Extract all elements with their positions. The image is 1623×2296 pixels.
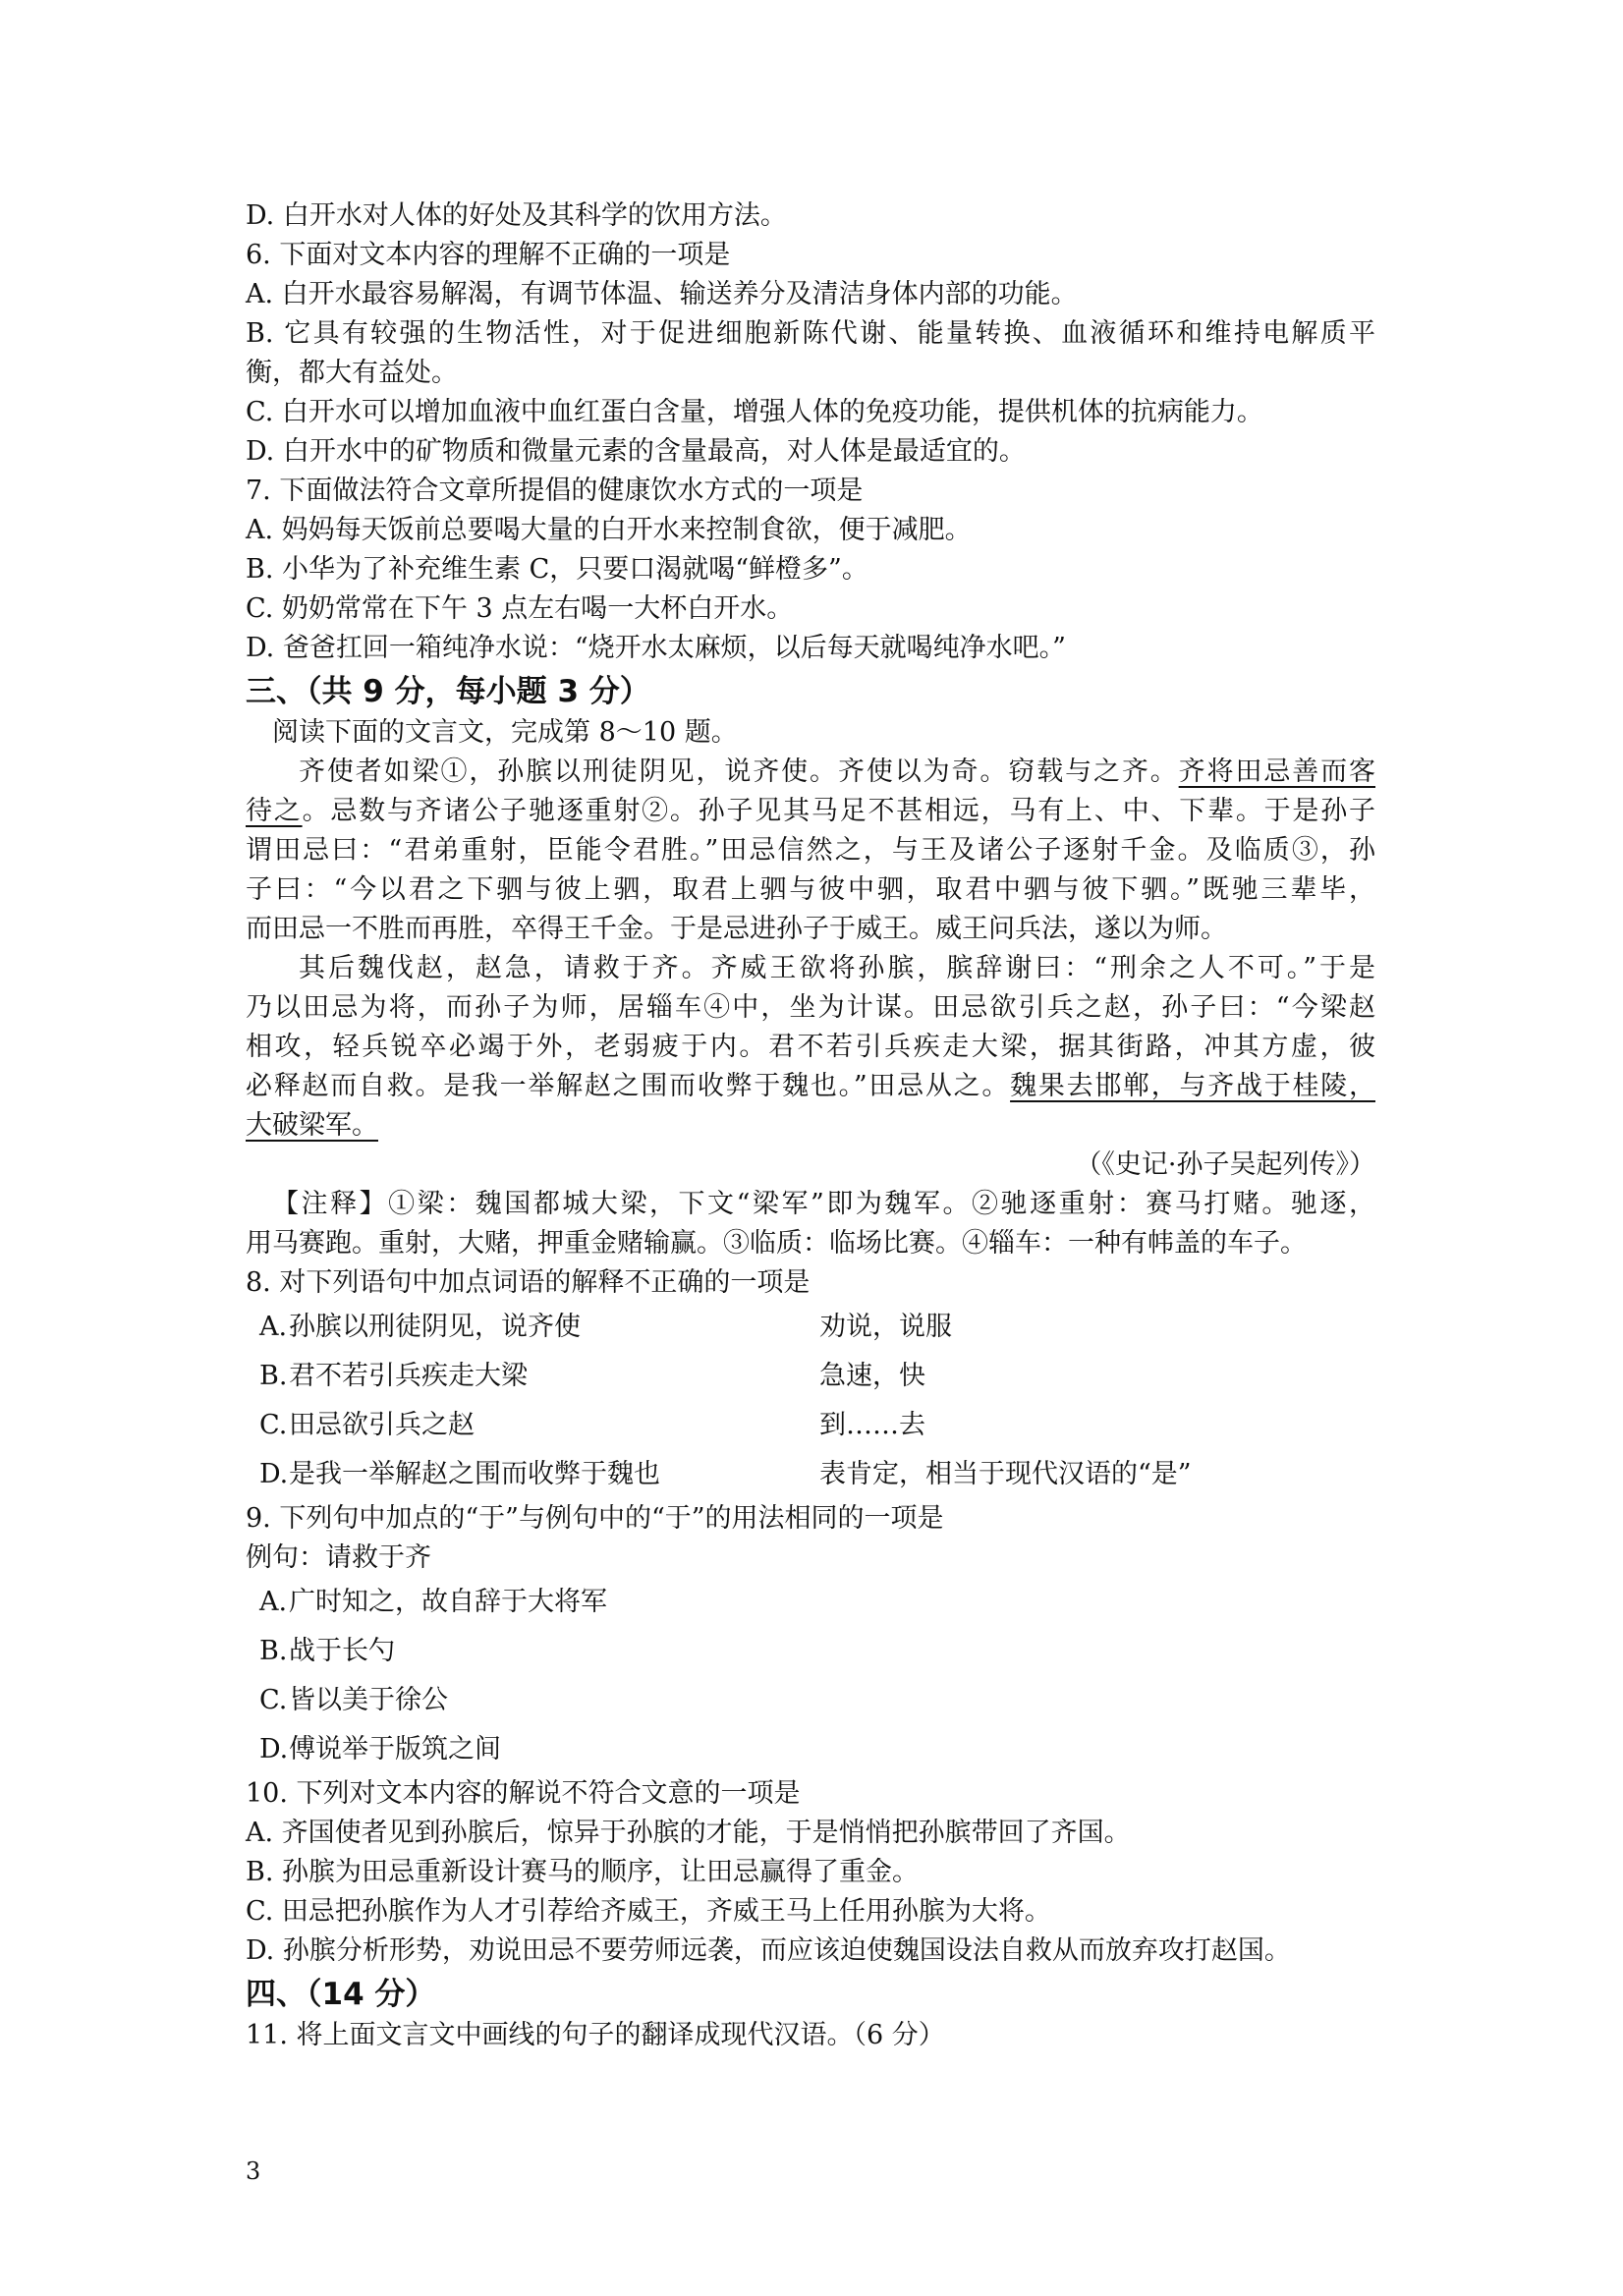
q7-option-c: C. 奶奶常常在下午 3 点左右喝一大杯白开水。: [246, 593, 794, 624]
underlined-sentence-2-end: 大破梁军。: [246, 1110, 378, 1141]
underlined-sentence-2: 魏果去邯郸，与齐战于桂陵，: [1010, 1071, 1375, 1101]
q6-option-d: D. 白开水中的矿物质和微量元素的含量最高，对人体是最适宜的。: [246, 436, 1026, 467]
q7-option-b: B. 小华为了补充维生素 C，只要口渴就喝“鲜橙多”。: [246, 554, 868, 585]
q6-option-c: C. 白开水可以增加血液中血红蛋白含量，增强人体的免疫功能，提供机体的抗病能力。: [246, 397, 1263, 427]
q10-stem: 10. 下列对文本内容的解说不符合文意的一项是: [246, 1778, 801, 1809]
q7-stem: 7. 下面做法符合文章所提倡的健康饮水方式的一项是: [246, 476, 864, 506]
q9-option-a: A. 广时知之，故自辞于大将军: [259, 1587, 607, 1617]
passage-p1-line5: 而田忌一不胜而再胜，卒得王千金。于是忌进孙子于威王。威王问兵法，遂以为师。: [246, 914, 1227, 944]
passage-p2-line3: 相攻，轻兵锐卒必竭于外，老弱疲于内。君不若引兵疾走大梁，据其街路，冲其方虚，彼: [246, 1032, 1375, 1062]
q8-option-b: B. 君不若引兵疾走大梁 急速，快: [259, 1361, 925, 1391]
passage-source: （《史记·孙子吴起列传》）: [1075, 1149, 1375, 1180]
passage-p2-line5: [246, 1106, 1375, 1146]
passage-p1-line3: 谓田忌曰：“君弟重射，臣能令君胜。”田忌信然之，与王及诸公子逐射千金。及临质③，孙: [246, 835, 1375, 866]
q8-option-d: D. 是我一举解赵之围而收弊于魏也 表肯定，相当于现代汉语的“是”: [259, 1459, 1192, 1489]
q8-option-a: A. 孙膑以刑徒阴见，说齐使 劝说，说服: [259, 1312, 952, 1342]
passage-p2-line1: 其后魏伐赵，赵急，请救于齐。齐威王欲将孙膑，膑辞谢曰：“刑余之人不可。”于是: [299, 953, 1375, 983]
notes-line2: 用马赛跑。重射，大赌，押重金赌输赢。③临质：临场比赛。④辎车：一种有帏盖的车子。: [246, 1228, 1307, 1259]
underlined-sentence-1-end: 待之: [246, 796, 303, 826]
q7-option-d: D. 爸爸扛回一箱纯净水说：“烧开水太麻烦，以后每天就喝纯净水吧。”: [246, 633, 1066, 663]
section-4-heading: 四、（14 分）: [246, 1977, 436, 2012]
underlined-sentence-1: 齐将田忌善而客: [1178, 756, 1376, 787]
q8-option-c: C. 田忌欲引兵之赵 到……去: [259, 1410, 925, 1440]
page-number: 3: [246, 2157, 261, 2185]
q6-option-b-line1: B. 它具有较强的生物活性，对于促进细胞新陈代谢、能量转换、血液循环和维持电解质平: [246, 318, 1375, 349]
notes-line1: 【注释】①梁：魏国都城大梁，下文“梁军”即为魏军。②驰逐重射：赛马打赌。驰逐，: [272, 1189, 1375, 1219]
q9-option-b: B. 战于长勺: [259, 1636, 395, 1666]
q6-option-b-line2: 衡，都大有益处。: [246, 358, 458, 388]
q5-option-d: D. 白开水对人体的好处及其科学的饮用方法。: [246, 200, 787, 231]
q6-stem: 6. 下面对文本内容的理解不正确的一项是: [246, 240, 731, 270]
q9-option-c: C. 皆以美于徐公: [259, 1685, 448, 1715]
q10-option-d: D. 孙膑分析形势，劝说田忌不要劳师远袭，而应该迫使魏国设法自救从而放弃攻打赵国。: [246, 1935, 1291, 1966]
passage-p1-line2: 待之。忌数与齐诸公子驰逐重射②。孙子见其马足不甚相远，马有上、中、下辈。于是孙子: [246, 796, 1376, 826]
q9-option-d: D. 傅说举于版筑之间: [259, 1734, 501, 1764]
passage-p1-line4: 子曰：“今以君之下驷与彼上驷，取君上驷与彼中驷，取君中驷与彼下驷。”既驰三辈毕，: [246, 874, 1375, 905]
exam-page: [246, 196, 1375, 2055]
q8-stem: 8. 对下列语句中加点词语的解释不正确的一项是: [246, 1267, 811, 1298]
passage-intro: 阅读下面的文言文，完成第 8～10 题。: [272, 717, 738, 748]
q7-option-a: A. 妈妈每天饭前总要喝大量的白开水来控制食欲，便于减肥。: [246, 515, 972, 545]
passage-p1-line1: 齐使者如梁①，孙膑以刑徒阴见，说齐使。齐使以为奇。窃载与之齐。齐将田忌善而客: [299, 756, 1376, 787]
passage-p2-line2: 乃以田忌为将，而孙子为师，居辎车④中，坐为计谋。田忌欲引兵之赵，孙子曰：“今梁赵: [246, 992, 1375, 1023]
q6-option-a: A. 白开水最容易解渴，有调节体温、输送养分及清洁身体内部的功能。: [246, 279, 1078, 309]
q10-option-a: A. 齐国使者见到孙膑后，惊异于孙膑的才能，于是悄悄把孙膑带回了齐国。: [246, 1818, 1131, 1848]
q9-example: 例句：请救于齐: [246, 1542, 431, 1573]
q9-stem: 9. 下列句中加点的“于”与例句中的“于”的用法相同的一项是: [246, 1503, 944, 1534]
q10-option-b: B. 孙膑为田忌重新设计赛马的顺序，让田忌赢得了重金。: [246, 1857, 920, 1887]
q11-stem: 11. 将上面文言文中画线的句子的翻译成现代汉语。（6 分）: [246, 2020, 945, 2050]
q10-option-c: C. 田忌把孙膑作为人才引荐给齐威王，齐威王马上任用孙膑为大将。: [246, 1896, 1051, 1927]
section-3-heading: 三、（共 9 分，每小题 3 分）: [246, 674, 650, 709]
passage-p2-line4: 必释赵而自救。是我一举解赵之围而收弊于魏也。”田忌从之。魏果去邯郸，与齐战于桂陵，: [246, 1071, 1375, 1101]
